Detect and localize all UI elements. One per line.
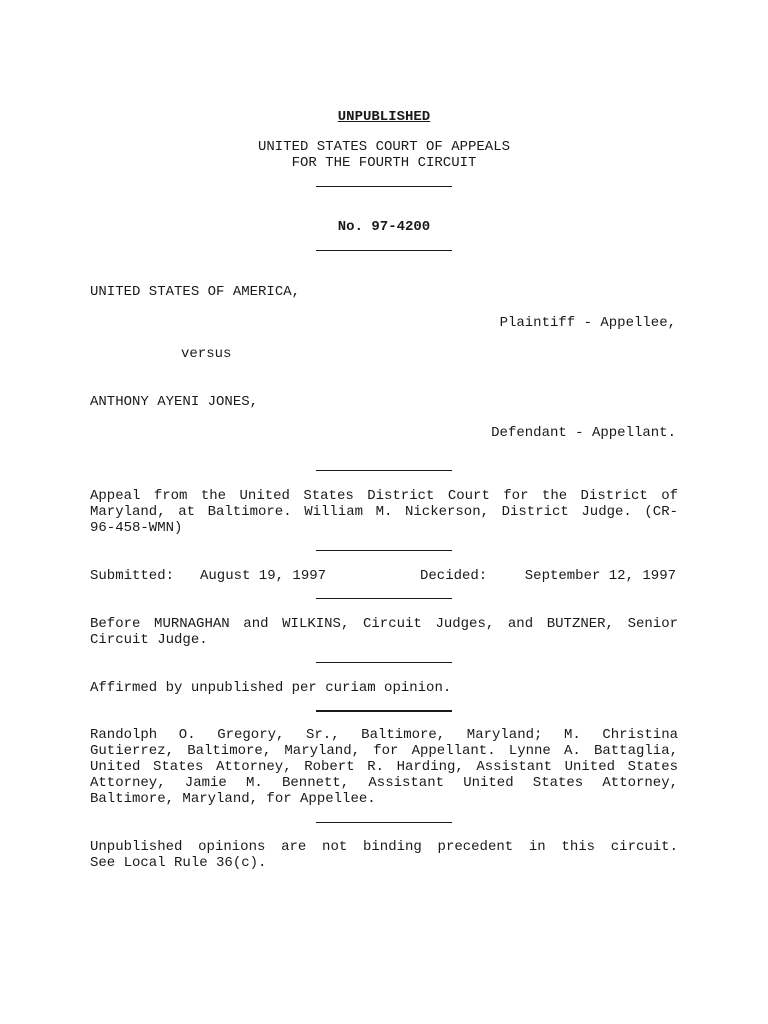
counsel-paragraph (90, 727, 678, 807)
court-name-line2: FOR THE FOURTH CIRCUIT (291, 155, 477, 171)
panel-line: Before MURNAGHAN and WILKINS, Circuit Judges, and BUTZNER, Senior (90, 616, 678, 632)
appeal-line: Maryland, at Baltimore. William M. Nickerson, District Judge. (CR- (90, 504, 678, 520)
precedent-note (90, 839, 678, 871)
divider-rule (316, 470, 452, 471)
unpublished-heading: UNPUBLISHED (337, 109, 431, 125)
counsel-line: United States Attorney, Robert R. Harding, Assistant United States (90, 759, 678, 775)
divider-rule (316, 250, 452, 251)
court-name-line1: UNITED STATES COURT OF APPEALS (257, 139, 511, 155)
panel-line: Circuit Judge. (90, 632, 208, 648)
note-line: See Local Rule 36(c). (90, 855, 267, 871)
plaintiff-name: UNITED STATES OF AMERICA, (90, 284, 301, 300)
counsel-line: Baltimore, Maryland, for Appellee. (90, 791, 376, 807)
case-number: No. 97-4200 (337, 219, 431, 235)
appeal-paragraph (90, 488, 678, 536)
decided-label: Decided: (420, 568, 488, 584)
disposition-text: Affirmed by unpublished per curiam opinion. (90, 680, 452, 696)
plaintiff-role: Plaintiff - Appellee, (499, 315, 676, 331)
appeal-line: Appeal from the United States District Court for the District of (90, 488, 678, 504)
decided-date: September 12, 1997 (524, 568, 676, 584)
defendant-name: ANTHONY AYENI JONES, (90, 394, 259, 410)
defendant-role: Defendant - Appellant. (491, 425, 676, 441)
divider-rule (316, 710, 452, 712)
divider-rule (316, 598, 452, 599)
submitted-label: Submitted: (90, 568, 175, 584)
panel-paragraph (90, 616, 678, 648)
divider-rule (316, 662, 452, 663)
divider-rule (316, 550, 452, 551)
note-line: Unpublished opinions are not binding precedent in this circuit. (90, 839, 678, 855)
counsel-line: Gutierrez, Baltimore, Maryland, for Appellant. Lynne A. Battaglia, (90, 743, 678, 759)
divider-rule (316, 186, 452, 187)
versus-label: versus (181, 346, 232, 362)
counsel-line: Attorney, Jamie M. Bennett, Assistant United States Attorney, (90, 775, 678, 791)
submitted-date: August 19, 1997 (200, 568, 327, 584)
divider-rule (316, 822, 452, 823)
counsel-line: Randolph O. Gregory, Sr., Baltimore, Maryland; M. Christina (90, 727, 678, 743)
appeal-line: 96-458-WMN) (90, 520, 183, 536)
